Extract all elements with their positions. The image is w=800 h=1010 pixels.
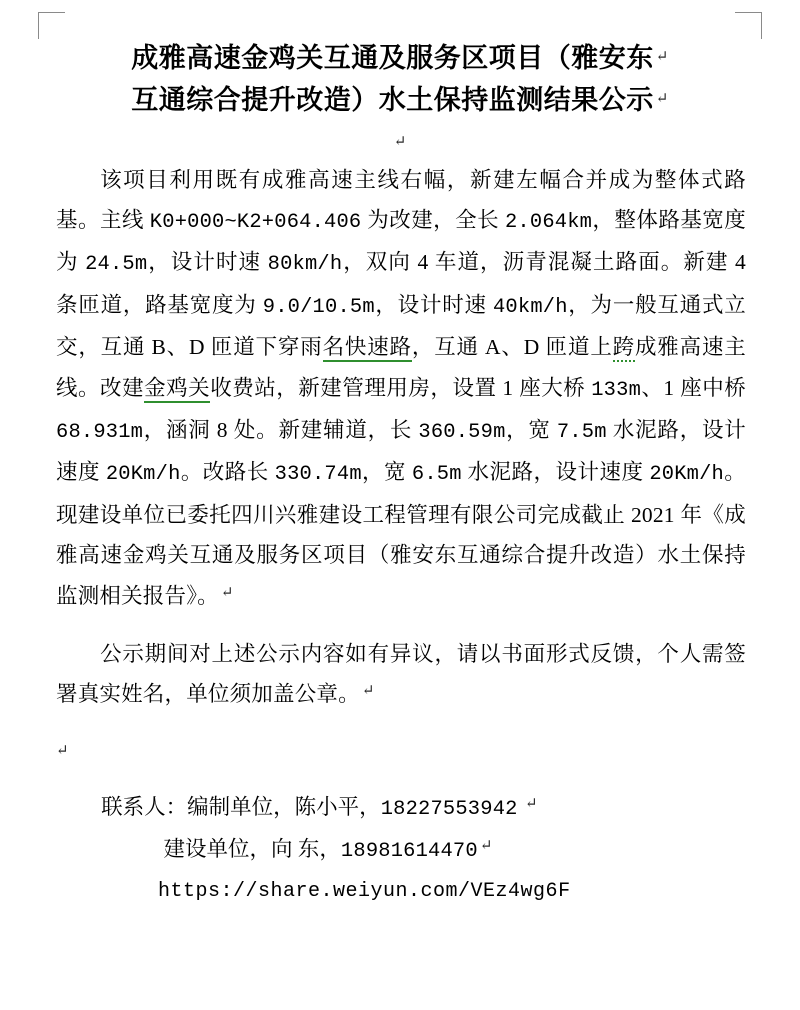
text-run: 133m (591, 378, 642, 402)
text-run: 水泥路，设计速度 (56, 418, 746, 485)
text-run: 20Km/h (105, 463, 181, 487)
text-run: 80km/h (267, 253, 343, 277)
text-run: 360.59m (418, 421, 506, 445)
title-line-2 (60, 80, 740, 122)
pilcrow-mark: ↵ (655, 90, 669, 107)
text-run: K0+000~K2+064.406 (149, 211, 362, 235)
text-run: 为改建，全长 (361, 208, 505, 233)
text-run: 7.5m (556, 421, 607, 445)
text-run: 公示期间对上述公示内容如有异议，请以书面形式反馈，个人需签署真实姓名，单位须加盖公章。 (56, 642, 746, 707)
paragraph-mark-before-contact (56, 741, 800, 761)
text-run: ，为一般互通式立交，互通 B、D 匝道下穿雨 (56, 292, 746, 360)
text-run: ，互通 A、D 匝道上 (411, 335, 613, 360)
paragraph-mark-after-title (0, 132, 800, 154)
text-run: 9.0/10.5m (262, 295, 375, 319)
contact-separator: ， (319, 837, 341, 862)
text-run: 20Km/h (649, 463, 724, 487)
text-run: 跨 (613, 335, 635, 362)
pilcrow-mark: ↵ (524, 795, 538, 812)
contact-preparer-name: 陈小平 (294, 794, 360, 819)
pilcrow-mark: ↵ (361, 683, 375, 700)
text-run: 2.064km (504, 211, 593, 235)
pilcrow-mark: ↵ (220, 584, 234, 601)
text-run: 成雅高速主线。改建 (56, 335, 746, 400)
text-run: 330.74m (274, 463, 362, 487)
text-run: 、1 座中桥 (641, 375, 746, 400)
text-run: ，整体路基宽度为 (56, 208, 746, 275)
contact-preparer-label: 联系人：编制单位， (101, 794, 295, 819)
text-run: 24.5m (85, 253, 148, 277)
text-run: ，双向 4 车道，沥青混凝土路面。新建 4 条匝道，路基宽度为 (56, 250, 746, 317)
pilcrow-mark: ↵ (56, 742, 69, 759)
contact-line-preparer (56, 787, 746, 829)
text-run: ，设计时速 (147, 250, 268, 275)
contact-preparer-phone: 18227553942 (380, 797, 518, 821)
text-run: 6.5m (411, 463, 462, 487)
text-run: ，涵洞 8 处。新建辅道，长 (143, 418, 419, 443)
text-run: ，宽 (505, 418, 557, 443)
text-run: 68.931m (56, 421, 144, 445)
contact-owner-label: 建设单位， (163, 837, 272, 862)
text-run: 。现建设单位已委托四川兴雅建设工程管理有限公司完成截止 2021 年《成雅高速金鸡关互通及服务区项目（雅安东互通综合提升改造）水土保持监测相关报告》。 (56, 460, 746, 608)
text-run: 水泥路，设计速度 (461, 460, 650, 485)
contact-separator: ， (359, 794, 381, 819)
text-run: 收费站，新建管理用房，设置 1 座大桥 (210, 375, 592, 400)
pilcrow-mark: ↵ (479, 838, 493, 855)
contact-line-owner (56, 829, 746, 871)
share-url[interactable]: https://share.weiyun.com/VEz4wg6F (158, 880, 571, 904)
contact-owner-name: 向 东 (271, 837, 320, 862)
text-run: 名快速路 (323, 335, 412, 362)
text-run: 40km/h (492, 295, 568, 319)
document-body (56, 160, 746, 715)
pilcrow-mark: ↵ (655, 49, 669, 65)
body-paragraph-1 (56, 160, 746, 616)
contact-block (56, 787, 746, 912)
title-line-1-text: 成雅高速金鸡关互通及服务区项目（雅安东 (131, 43, 654, 73)
title-line-1 (60, 38, 740, 80)
text-run: 。改路长 (180, 460, 275, 485)
text-run: ，宽 (361, 460, 412, 485)
text-run: 金鸡关 (144, 376, 210, 403)
body-paragraph-2 (56, 634, 746, 715)
pilcrow-mark: ↵ (393, 133, 407, 150)
text-run: 该项目利用既有成雅高速主线右幅，新建左幅合并成为整体式路基。主线 (56, 167, 746, 233)
document-title (60, 38, 740, 122)
contact-owner-phone: 18981614470 (340, 840, 478, 864)
paragraph-gap (56, 616, 746, 634)
title-line-2-text: 互通综合提升改造）水土保持监测结果公示 (131, 84, 654, 115)
text-run: ，设计时速 (374, 292, 493, 317)
